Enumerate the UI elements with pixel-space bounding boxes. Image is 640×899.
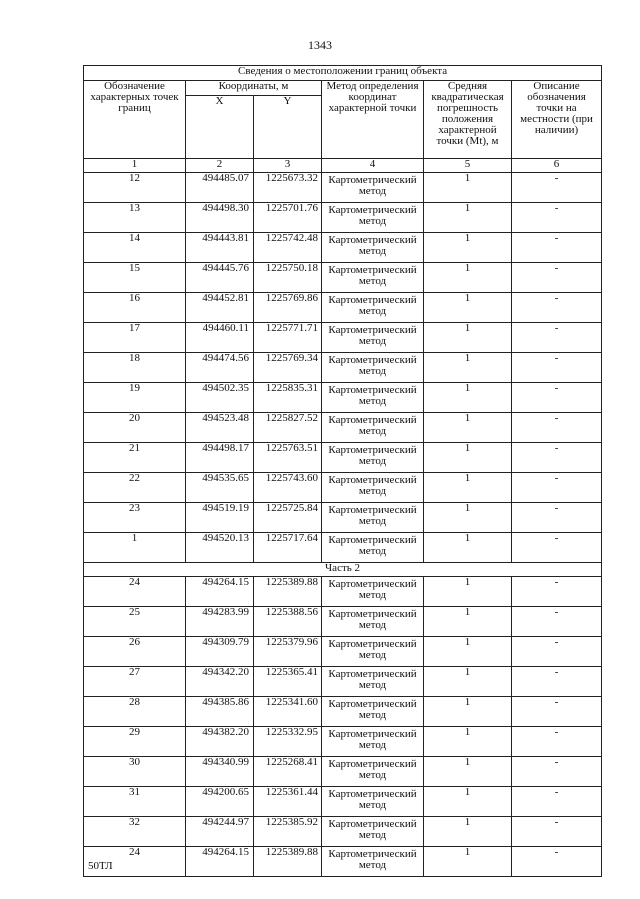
error-cell: 1 — [424, 323, 512, 353]
error-cell: 1 — [424, 577, 512, 607]
error-cell: 1 — [424, 847, 512, 877]
description-cell: - — [512, 727, 602, 757]
y-coordinate-cell: 1225769.86 — [254, 293, 322, 323]
error-cell: 1 — [424, 443, 512, 473]
error-cell: 1 — [424, 757, 512, 787]
x-coordinate-cell: 494342.20 — [186, 667, 254, 697]
method-cell: Картометрический метод — [322, 787, 424, 817]
table-row — [84, 697, 602, 727]
table-row — [84, 173, 602, 203]
error-cell: 1 — [424, 293, 512, 323]
method-cell: Картометрический метод — [322, 727, 424, 757]
column-number: 2 — [186, 159, 254, 173]
y-coordinate-cell: 1225673.32 — [254, 173, 322, 203]
x-coordinate-cell: 494283.99 — [186, 607, 254, 637]
y-coordinate-cell: 1225827.52 — [254, 413, 322, 443]
footer-code: 50ТЛ — [88, 860, 113, 872]
method-cell: Картометрический метод — [322, 817, 424, 847]
y-coordinate-cell: 1225389.88 — [254, 577, 322, 607]
point-cell: 24 — [84, 577, 186, 607]
table-row — [84, 787, 602, 817]
method-cell: Картометрический метод — [322, 577, 424, 607]
method-cell: Картометрический метод — [322, 383, 424, 413]
point-cell: 32 — [84, 817, 186, 847]
table-row — [84, 233, 602, 263]
point-cell: 21 — [84, 443, 186, 473]
table-row — [84, 757, 602, 787]
error-cell: 1 — [424, 727, 512, 757]
table-row — [84, 323, 602, 353]
description-cell: - — [512, 443, 602, 473]
method-cell: Картометрический метод — [322, 263, 424, 293]
point-cell: 19 — [84, 383, 186, 413]
description-cell: - — [512, 637, 602, 667]
point-cell: 15 — [84, 263, 186, 293]
method-cell: Картометрический метод — [322, 503, 424, 533]
y-coordinate-cell: 1225385.92 — [254, 817, 322, 847]
x-coordinate-cell: 494460.11 — [186, 323, 254, 353]
table-row — [84, 293, 602, 323]
method-cell: Картометрический метод — [322, 353, 424, 383]
description-cell: - — [512, 503, 602, 533]
x-coordinate-cell: 494519.19 — [186, 503, 254, 533]
table-row — [84, 607, 602, 637]
y-coordinate-cell: 1225835.31 — [254, 383, 322, 413]
table-row — [84, 667, 602, 697]
part2-rows — [84, 577, 602, 877]
y-coordinate-cell: 1225701.76 — [254, 203, 322, 233]
method-cell: Картометрический метод — [322, 533, 424, 563]
method-cell: Картометрический метод — [322, 637, 424, 667]
method-cell: Картометрический метод — [322, 443, 424, 473]
table-title: Сведения о местоположении границ объекта — [84, 66, 602, 81]
x-coordinate-cell: 494485.07 — [186, 173, 254, 203]
point-cell: 16 — [84, 293, 186, 323]
y-coordinate-cell: 1225725.84 — [254, 503, 322, 533]
part2-label: Часть 2 — [84, 563, 602, 577]
header-coordinates: Координаты, м — [186, 81, 322, 96]
error-cell: 1 — [424, 787, 512, 817]
description-cell: - — [512, 413, 602, 443]
header-error: Средняя квадратическая погрешность положения характерной точки (Mt), м — [424, 81, 512, 159]
x-coordinate-cell: 494385.86 — [186, 697, 254, 727]
y-coordinate-cell: 1225361.44 — [254, 787, 322, 817]
x-coordinate-cell: 494452.81 — [186, 293, 254, 323]
method-cell: Картометрический метод — [322, 697, 424, 727]
y-coordinate-cell: 1225769.34 — [254, 353, 322, 383]
table-row — [84, 727, 602, 757]
error-cell: 1 — [424, 263, 512, 293]
y-coordinate-cell: 1225365.41 — [254, 667, 322, 697]
point-cell: 25 — [84, 607, 186, 637]
description-cell: - — [512, 173, 602, 203]
column-number: 4 — [322, 159, 424, 173]
error-cell: 1 — [424, 697, 512, 727]
x-coordinate-cell: 494443.81 — [186, 233, 254, 263]
description-cell: - — [512, 787, 602, 817]
error-cell: 1 — [424, 413, 512, 443]
error-cell: 1 — [424, 353, 512, 383]
method-cell: Картометрический метод — [322, 667, 424, 697]
method-cell: Картометрический метод — [322, 203, 424, 233]
table-row — [84, 577, 602, 607]
description-cell: - — [512, 473, 602, 503]
column-number: 5 — [424, 159, 512, 173]
x-coordinate-cell: 494309.79 — [186, 637, 254, 667]
table-row — [84, 817, 602, 847]
header-description: Описание обозначения точки на местности (при наличии) — [512, 81, 602, 159]
y-coordinate-cell: 1225771.71 — [254, 323, 322, 353]
description-cell: - — [512, 293, 602, 323]
description-cell: - — [512, 667, 602, 697]
boundary-coordinates-table — [83, 65, 602, 877]
table-row — [84, 533, 602, 563]
method-cell: Картометрический метод — [322, 233, 424, 263]
description-cell: - — [512, 233, 602, 263]
description-cell: - — [512, 577, 602, 607]
error-cell: 1 — [424, 637, 512, 667]
error-cell: 1 — [424, 203, 512, 233]
y-coordinate-cell: 1225750.18 — [254, 263, 322, 293]
x-coordinate-cell: 494340.99 — [186, 757, 254, 787]
x-coordinate-cell: 494498.30 — [186, 203, 254, 233]
description-cell: - — [512, 847, 602, 877]
column-number: 1 — [84, 159, 186, 173]
error-cell: 1 — [424, 383, 512, 413]
method-cell: Картометрический метод — [322, 757, 424, 787]
point-cell: 17 — [84, 323, 186, 353]
point-cell: 23 — [84, 503, 186, 533]
y-coordinate-cell: 1225717.64 — [254, 533, 322, 563]
x-coordinate-cell: 494498.17 — [186, 443, 254, 473]
page-number: 1343 — [308, 38, 332, 52]
y-coordinate-cell: 1225389.88 — [254, 847, 322, 877]
error-cell: 1 — [424, 173, 512, 203]
x-coordinate-cell: 494264.15 — [186, 847, 254, 877]
y-coordinate-cell: 1225341.60 — [254, 697, 322, 727]
point-cell: 1 — [84, 533, 186, 563]
method-cell: Картометрический метод — [322, 293, 424, 323]
x-coordinate-cell: 494264.15 — [186, 577, 254, 607]
error-cell: 1 — [424, 667, 512, 697]
column-numbers-row — [84, 159, 602, 173]
y-coordinate-cell: 1225763.51 — [254, 443, 322, 473]
column-number: 6 — [512, 159, 602, 173]
x-coordinate-cell: 494502.35 — [186, 383, 254, 413]
description-cell: - — [512, 353, 602, 383]
description-cell: - — [512, 757, 602, 787]
description-cell: - — [512, 817, 602, 847]
y-coordinate-cell: 1225742.48 — [254, 233, 322, 263]
y-coordinate-cell: 1225388.56 — [254, 607, 322, 637]
table-row — [84, 637, 602, 667]
point-cell: 13 — [84, 203, 186, 233]
x-coordinate-cell: 494520.13 — [186, 533, 254, 563]
error-cell: 1 — [424, 233, 512, 263]
point-cell: 20 — [84, 413, 186, 443]
x-coordinate-cell: 494200.65 — [186, 787, 254, 817]
point-cell: 22 — [84, 473, 186, 503]
method-cell: Картометрический метод — [322, 323, 424, 353]
x-coordinate-cell: 494535.65 — [186, 473, 254, 503]
y-coordinate-cell: 1225332.95 — [254, 727, 322, 757]
x-coordinate-cell: 494523.48 — [186, 413, 254, 443]
column-number: 3 — [254, 159, 322, 173]
x-coordinate-cell: 494445.76 — [186, 263, 254, 293]
method-cell: Картометрический метод — [322, 847, 424, 877]
header-designation: Обозначение характерных точек границ — [84, 81, 186, 159]
point-cell: 14 — [84, 233, 186, 263]
point-cell: 29 — [84, 727, 186, 757]
error-cell: 1 — [424, 607, 512, 637]
point-cell: 18 — [84, 353, 186, 383]
description-cell: - — [512, 323, 602, 353]
point-cell: 30 — [84, 757, 186, 787]
table-row — [84, 383, 602, 413]
table-row — [84, 413, 602, 443]
table-row — [84, 503, 602, 533]
error-cell: 1 — [424, 817, 512, 847]
y-coordinate-cell: 1225379.96 — [254, 637, 322, 667]
description-cell: - — [512, 607, 602, 637]
x-coordinate-cell: 494382.20 — [186, 727, 254, 757]
y-coordinate-cell: 1225268.41 — [254, 757, 322, 787]
point-cell: 24 — [84, 847, 186, 877]
point-cell: 28 — [84, 697, 186, 727]
table-row — [84, 443, 602, 473]
header-x: X — [186, 96, 254, 159]
table-row — [84, 203, 602, 233]
part1-rows — [84, 173, 602, 563]
method-cell: Картометрический метод — [322, 413, 424, 443]
method-cell: Картометрический метод — [322, 173, 424, 203]
method-cell: Картометрический метод — [322, 473, 424, 503]
table-row — [84, 353, 602, 383]
table-row — [84, 847, 602, 877]
table-row — [84, 473, 602, 503]
description-cell: - — [512, 203, 602, 233]
header-method: Метод определения координат характерной точки — [322, 81, 424, 159]
x-coordinate-cell: 494244.97 — [186, 817, 254, 847]
description-cell: - — [512, 263, 602, 293]
point-cell: 12 — [84, 173, 186, 203]
description-cell: - — [512, 697, 602, 727]
table-row — [84, 263, 602, 293]
error-cell: 1 — [424, 503, 512, 533]
x-coordinate-cell: 494474.56 — [186, 353, 254, 383]
description-cell: - — [512, 383, 602, 413]
description-cell: - — [512, 533, 602, 563]
y-coordinate-cell: 1225743.60 — [254, 473, 322, 503]
header-y: Y — [254, 96, 322, 159]
point-cell: 26 — [84, 637, 186, 667]
point-cell: 27 — [84, 667, 186, 697]
error-cell: 1 — [424, 473, 512, 503]
point-cell: 31 — [84, 787, 186, 817]
error-cell: 1 — [424, 533, 512, 563]
method-cell: Картометрический метод — [322, 607, 424, 637]
part2-separator-row — [84, 563, 602, 577]
